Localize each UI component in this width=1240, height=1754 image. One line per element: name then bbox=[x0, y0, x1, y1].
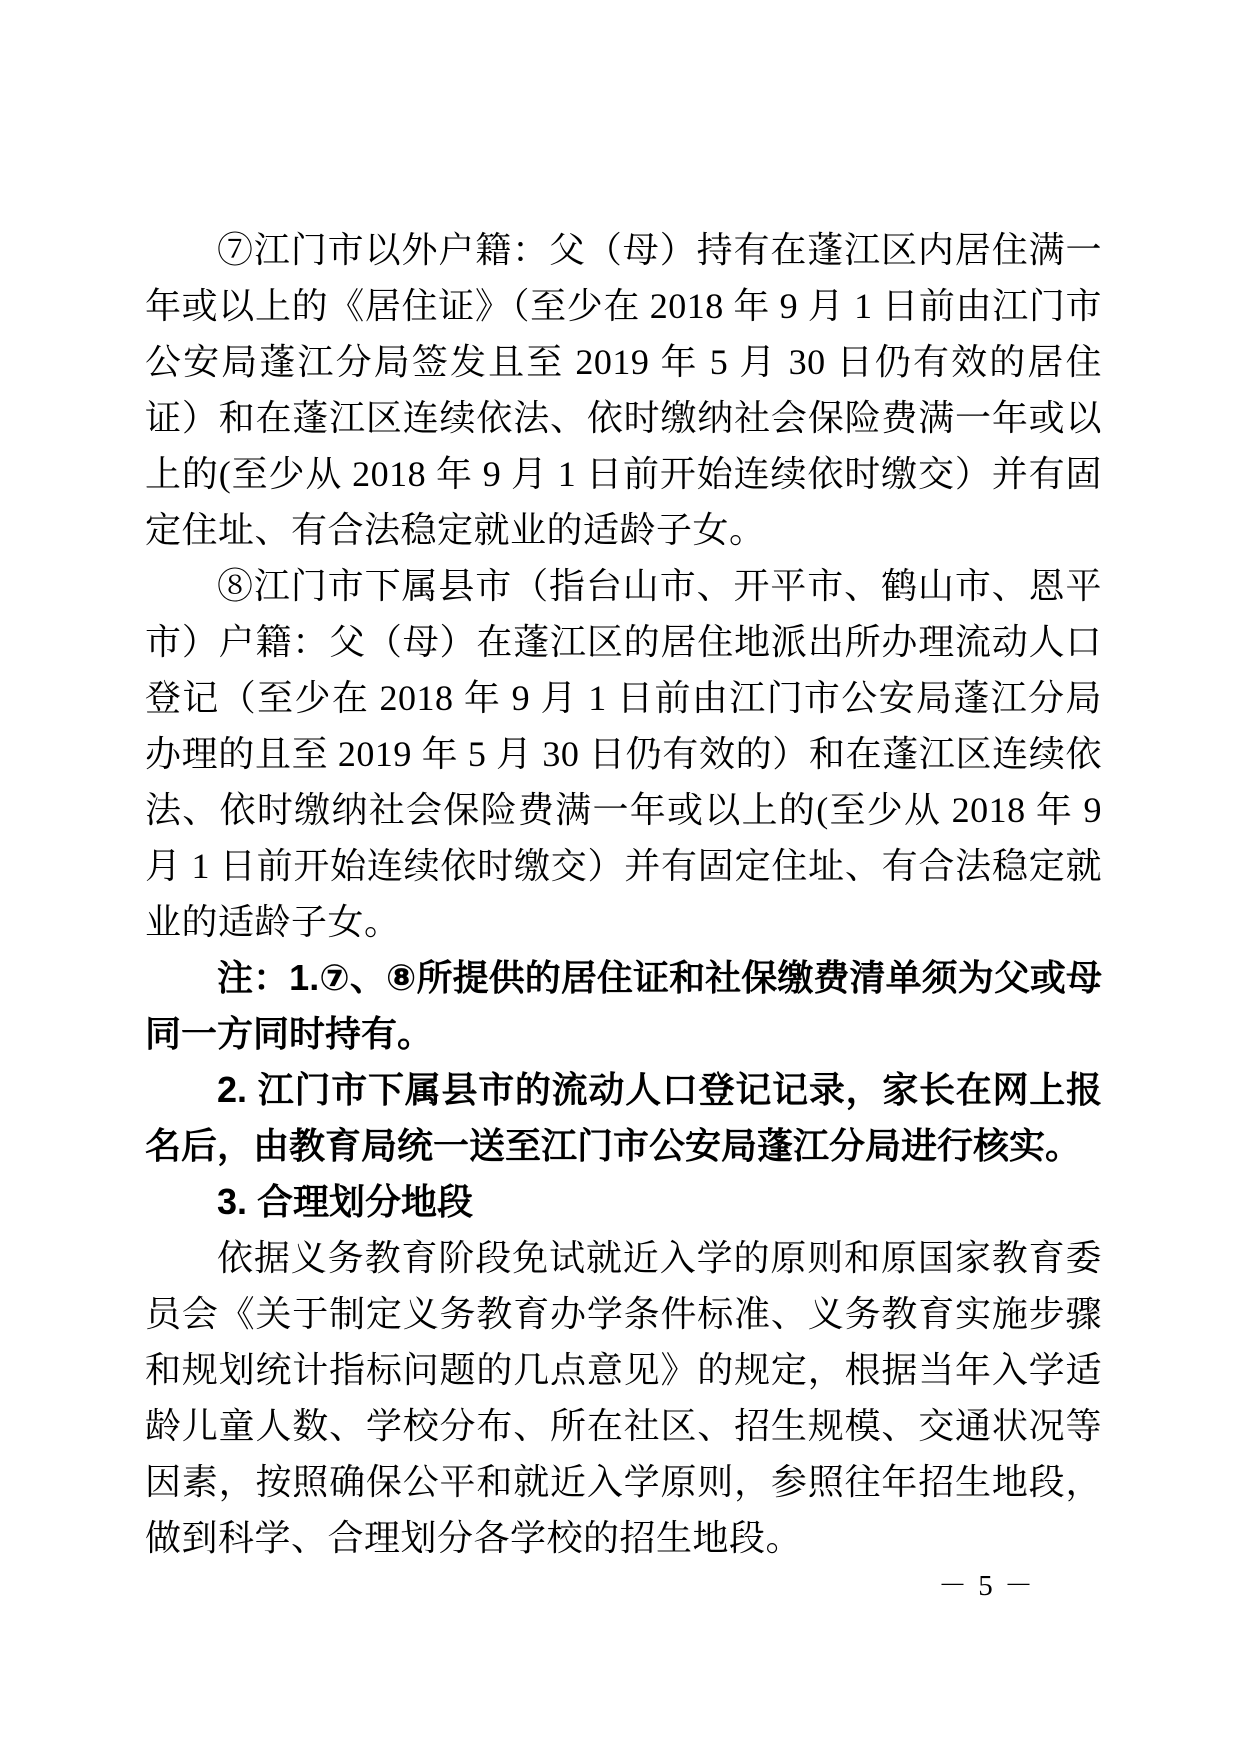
clause-8-paragraph: ⑧江门市下属县市（指台山市、开平市、鹤山市、恩平市）户籍：父（母）在蓬江区的居住地派出所办理流动人口登记（至少在 2018 年 9 月 1 日前由江门市公安局蓬江分局办理的且至 2019 年 5 月 30 日仍有效的）和在蓬江区连续依法、依时缴纳社会保险费满一年或以上的(至少从 2018 年 9 月 1 日前开始连续依时缴交）并有固定住址、有合法稳定就业的适龄子女。 bbox=[145, 566, 1102, 942]
note-paragraph-2: 2. 江门市下属县市的流动人口登记记录，家长在网上报名后，由教育局统一送至江门市公安局蓬江分局进行核实。 bbox=[145, 1069, 1102, 1166]
section-3-heading: 3. 合理划分地段 bbox=[217, 1181, 474, 1222]
section-3-paragraph: 依据义务教育阶段免试就近入学的原则和原国家教育委员会《关于制定义务教育办学条件标准、义务教育实施步骤和规划统计指标问题的几点意见》的规定，根据当年入学适龄儿童人数、学校分布、所在社区、招生规模、交通状况等因素，按照确保公平和就近入学原则，参照往年招生地段，做到科学、合理划分各学校的招生地段。 bbox=[145, 1238, 1102, 1558]
note-paragraph-1: 注：1.⑦、⑧所提供的居住证和社保缴费清单须为父或母同一方同时持有。 bbox=[145, 957, 1102, 1054]
page-number: － 5 － bbox=[937, 1570, 1035, 1602]
document-body bbox=[145, 222, 1102, 1566]
clause-7-paragraph: ⑦江门市以外户籍：父（母）持有在蓬江区内居住满一年或以上的《居住证》（至少在 2018 年 9 月 1 日前由江门市公安局蓬江分局签发且至 2019 年 5 月 30 日仍有效的居住证）和在蓬江区连续依法、依时缴纳社会保险费满一年或以上的(至少从 2018 年 9 月 1 日前开始连续依时缴交）并有固定住址、有合法稳定就业的适龄子女。 bbox=[145, 230, 1102, 550]
